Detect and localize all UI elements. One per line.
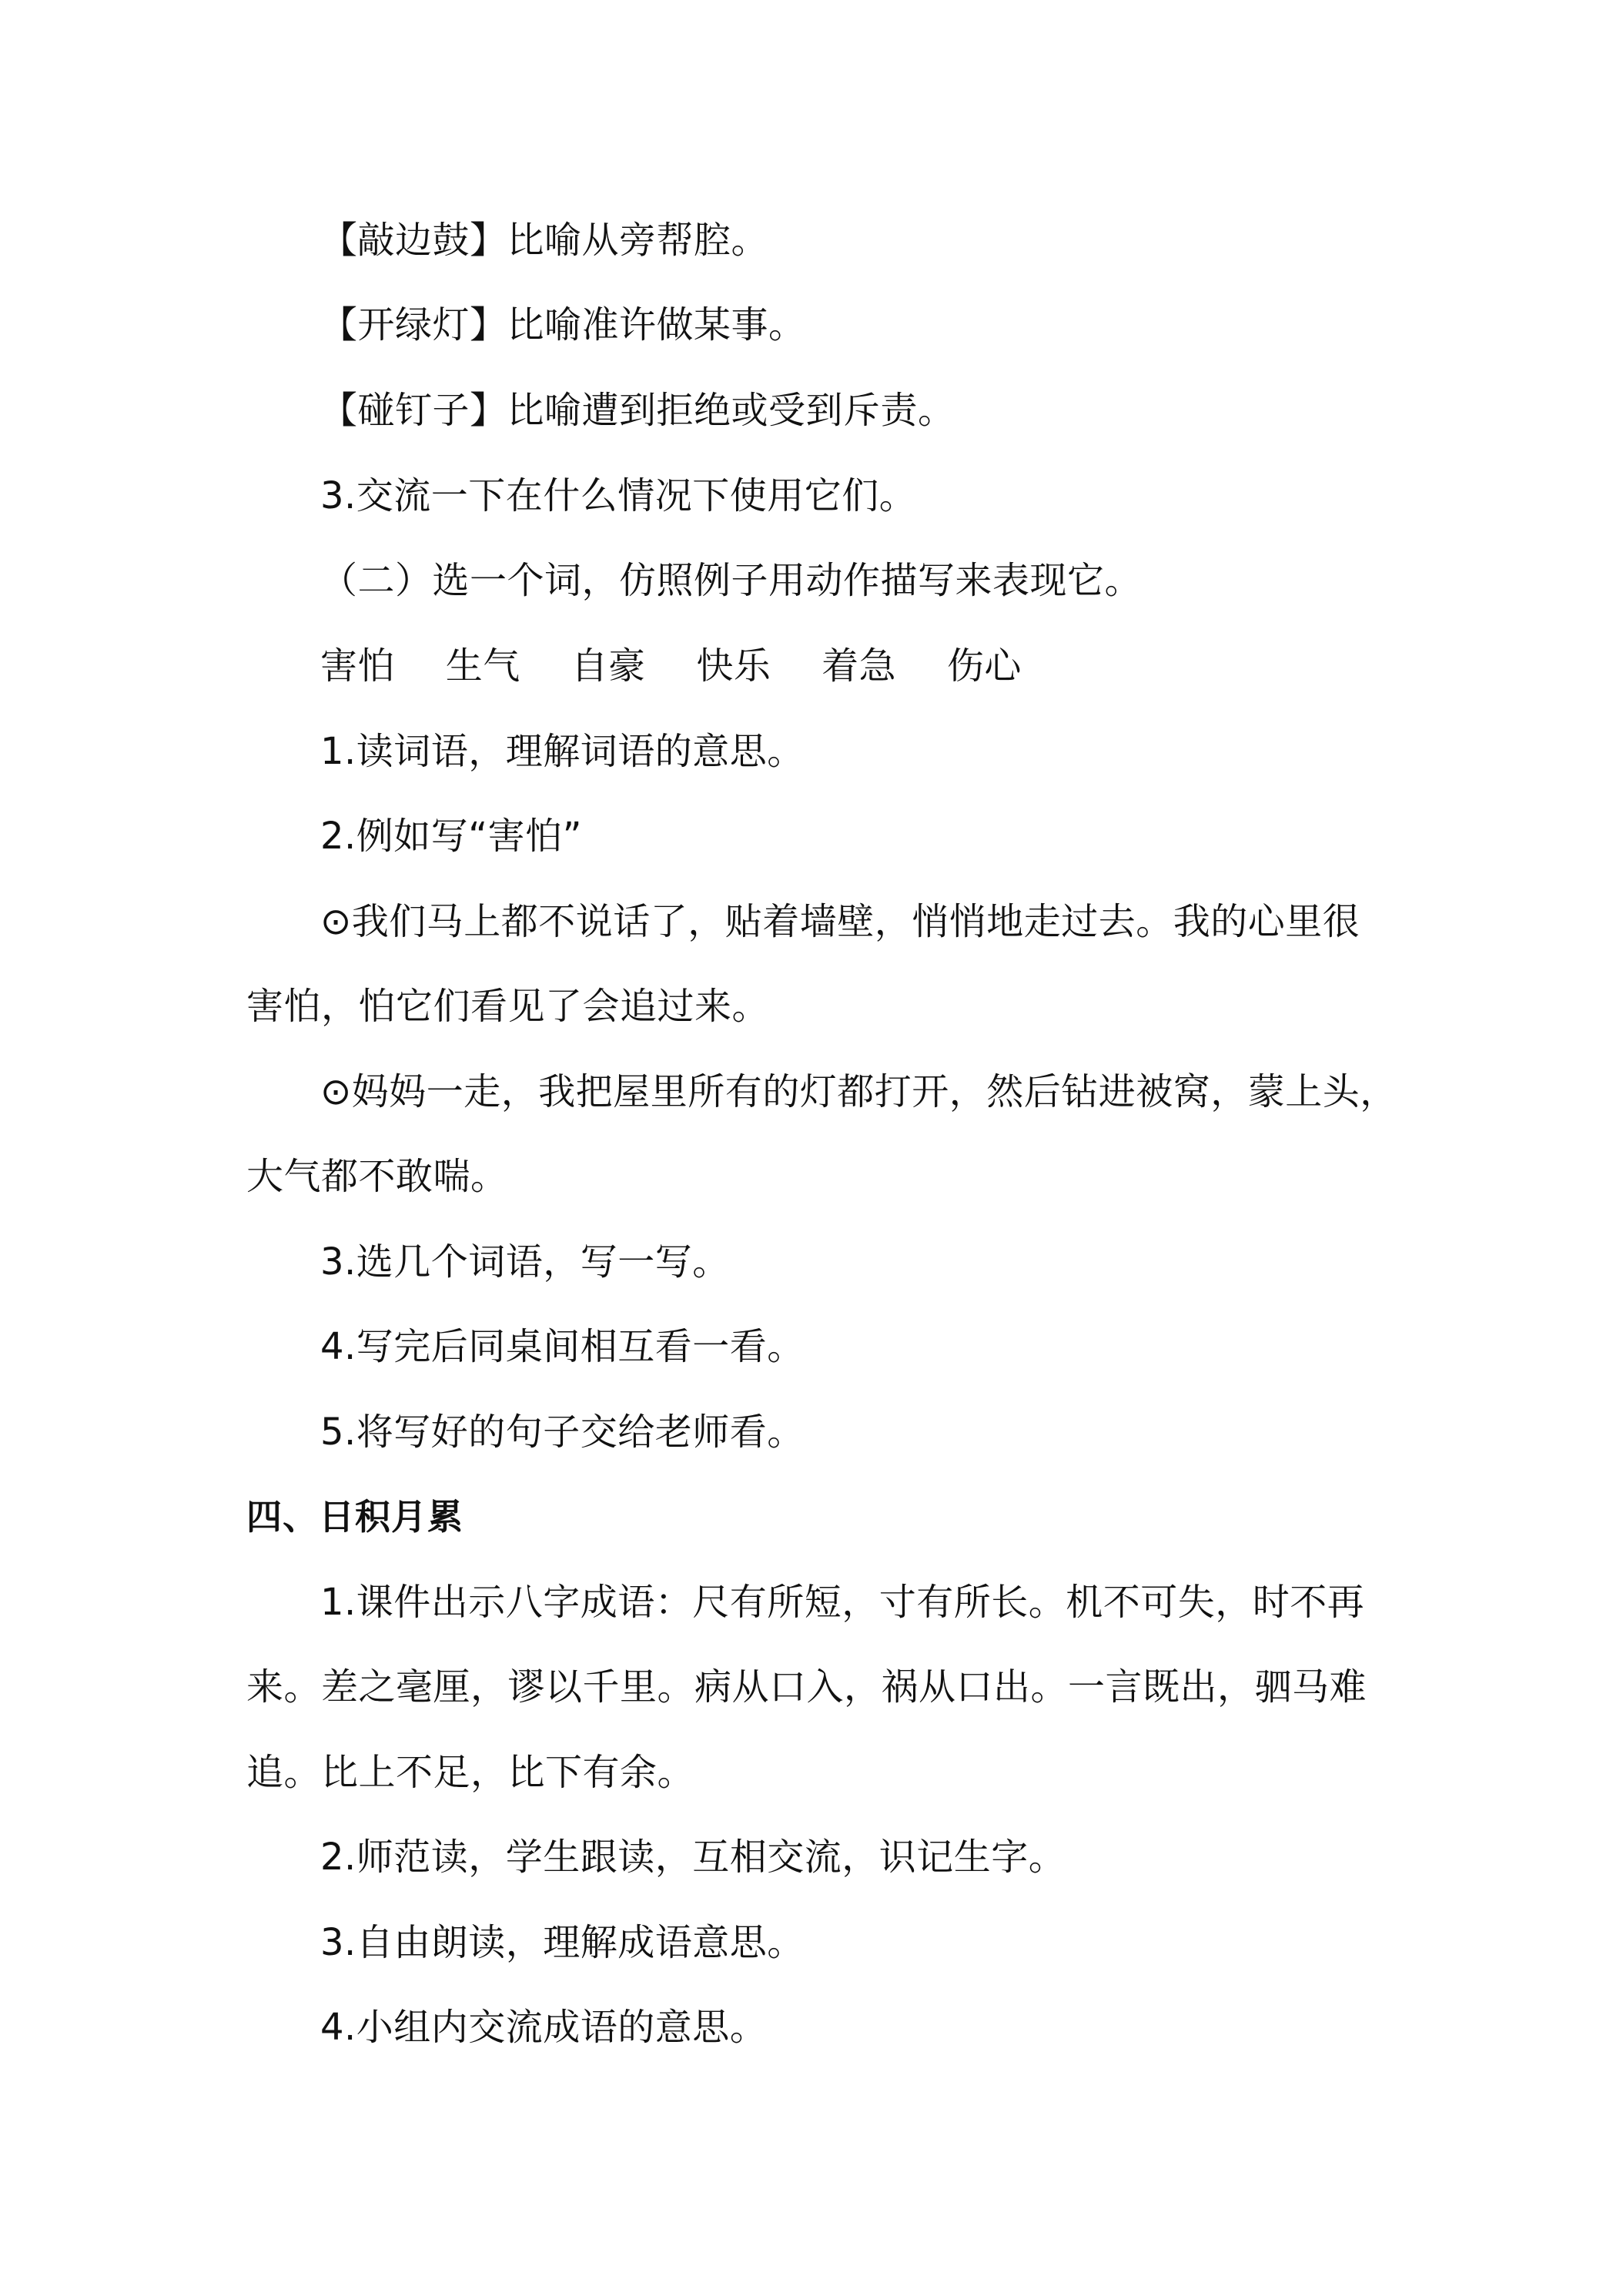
courseware-line-2: 来。差之毫厘，谬以千里。病从口入，祸从口出。一言既出，驷马难: [246, 1665, 1367, 1709]
step-example-write: 2.例如写“害怕”: [320, 815, 583, 858]
emotion-word: 伤心: [946, 644, 1022, 688]
emotion-word: 害怕: [320, 644, 396, 688]
example-2-line-2: 大气都不敢喘。: [246, 1155, 508, 1198]
example-2-line-1: ⊙妈妈一走，我把屋里所有的灯都打开，然后钻进被窝，蒙上头，: [320, 1070, 1397, 1113]
courseware-line-1: 1.课件出示八字成语：尺有所短，寸有所长。机不可失，时不再: [320, 1581, 1365, 1624]
step-teacher-read: 2.师范读，学生跟读，互相交流，识记生字。: [320, 1836, 1066, 1879]
step-read-words: 1.读词语，理解词语的意思。: [320, 730, 805, 773]
emotion-word-list: [320, 643, 1022, 689]
courseware-line-3: 追。比上不足，比下有余。: [246, 1751, 695, 1794]
idiom-kailvdeng: 【开绿灯】比喻准许做某事。: [320, 303, 806, 346]
emotion-word: 自豪: [571, 644, 646, 688]
step-discuss-usage: 3.交流一下在什么情况下使用它们。: [320, 474, 917, 517]
emotion-word: 着急: [822, 644, 897, 688]
idiom-qiaobiangu: 【敲边鼓】比喻从旁帮腔。: [320, 219, 769, 262]
step-submit: 5.将写好的句子交给老师看。: [320, 1411, 805, 1454]
step-group-discuss: 4.小组内交流成语的意思。: [320, 2006, 768, 2049]
step-write: 3.选几个词语，写一写。: [320, 1240, 730, 1284]
section-two-title: （二）选一个词，仿照例子用动作描写来表现它。: [320, 559, 1143, 602]
section-four-heading: 四、日积月累: [246, 1496, 463, 1538]
step-peer-review: 4.写完后同桌间相互看一看。: [320, 1325, 805, 1368]
step-free-read: 3.自由朗读，理解成语意思。: [320, 1921, 805, 1964]
emotion-word: 生气: [445, 644, 520, 688]
example-1-line-2: 害怕，怕它们看见了会追过来。: [246, 985, 770, 1028]
idiom-pengdingzi: 【碰钉子】比喻遭到拒绝或受到斥责。: [320, 389, 955, 432]
example-1-line-1: ⊙我们马上都不说话了，贴着墙壁，悄悄地走过去。我的心里很: [320, 900, 1360, 943]
emotion-word: 快乐: [696, 644, 771, 688]
